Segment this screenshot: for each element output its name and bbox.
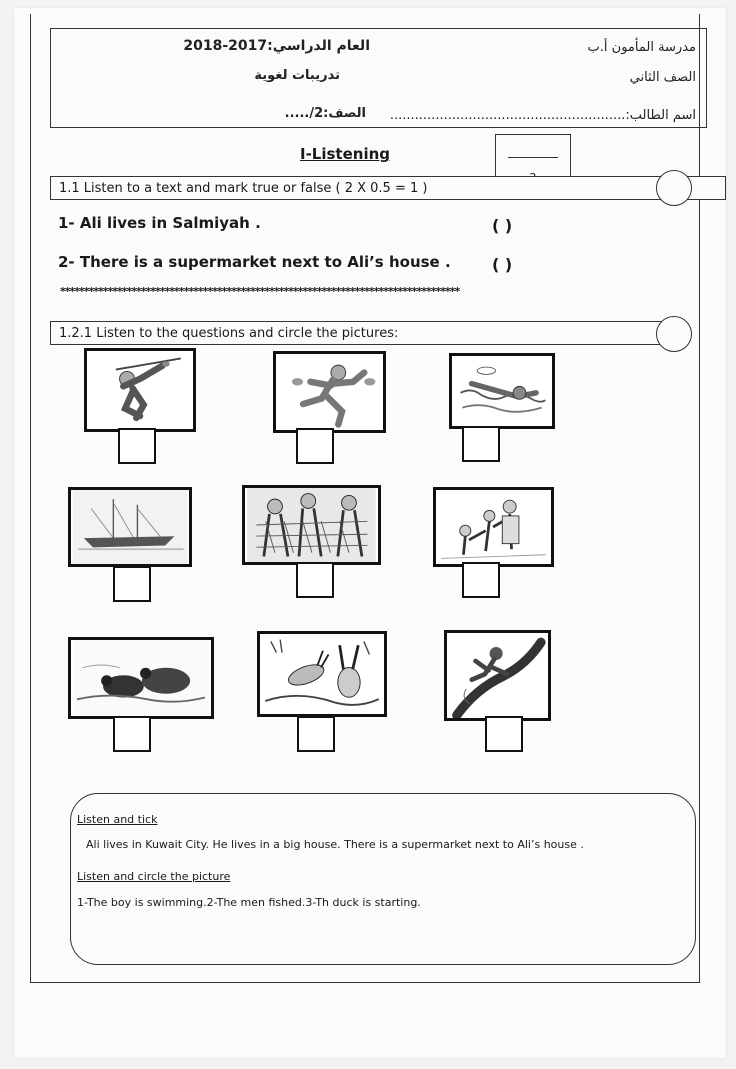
part1-score-circle	[656, 170, 692, 206]
picture-6-children[interactable]	[433, 487, 554, 567]
tick-box-5[interactable]	[296, 562, 334, 598]
picture-3-swimming[interactable]	[449, 353, 555, 429]
rabbits-icon	[260, 634, 384, 714]
script-label-tick: Listen and tick	[77, 813, 158, 826]
tick-box-3[interactable]	[462, 426, 500, 462]
swimming-boy-icon	[452, 356, 552, 426]
answer-slot-1[interactable]: ( )	[492, 216, 513, 235]
academic-year: العام الدراسي:2017-2018	[183, 38, 370, 54]
ducks-icon	[71, 640, 211, 716]
fishermen-net-icon	[245, 488, 378, 562]
tick-box-4[interactable]	[113, 566, 151, 602]
tick-box-8[interactable]	[297, 716, 335, 752]
children-playing-icon	[436, 490, 551, 564]
question-2: 2- There is a supermarket next to Ali’s house .	[58, 253, 451, 271]
subject-title: تدريبات لغوية	[254, 68, 340, 83]
separator-stars: ************************************************************************************	[60, 285, 460, 298]
grade-label: الصف الثاني	[629, 70, 696, 85]
tick-box-6[interactable]	[462, 562, 500, 598]
part2-instruction: 1.2.1 Listen to the questions and circle the pictures:	[59, 326, 399, 341]
tick-box-2[interactable]	[296, 428, 334, 464]
tick-box-1[interactable]	[118, 428, 156, 464]
picture-8-rabbits[interactable]	[257, 631, 387, 717]
climbing-boy-icon	[87, 351, 193, 429]
script-label-circle: Listen and circle the picture	[77, 870, 231, 883]
question-1: 1- Ali lives in Salmiyah .	[58, 214, 261, 232]
picture-7-ducks[interactable]	[68, 637, 214, 719]
picture-9-monkey[interactable]	[444, 630, 551, 721]
student-name-field[interactable]: اسم الطالب:.........................................................	[389, 108, 696, 123]
script-text-circle: 1-The boy is swimming.2-The men fished.3-Th duck is starting.	[77, 896, 421, 909]
picture-4-ship[interactable]	[68, 487, 192, 567]
part2-score-circle	[656, 316, 692, 352]
part1-instruction-bar	[50, 176, 726, 200]
picture-5-fishermen[interactable]	[242, 485, 381, 565]
picture-1-climbing[interactable]	[84, 348, 196, 432]
part2-instruction-bar	[50, 321, 686, 345]
school-name: مدرسة المأمون أ.ب	[587, 40, 696, 55]
running-boy-icon	[276, 354, 383, 430]
part1-instruction: 1.1 Listen to a text and mark true or false ( 2 X 0.5 = 1 )	[59, 181, 428, 196]
answer-slot-2[interactable]: ( )	[492, 255, 513, 274]
section-title: I-Listening	[300, 145, 391, 163]
tick-box-9[interactable]	[485, 716, 523, 752]
score-line	[508, 157, 558, 158]
class-field[interactable]: الصف:2/.....	[284, 106, 366, 121]
monkey-climbing-icon	[447, 633, 548, 718]
tick-box-7[interactable]	[113, 716, 151, 752]
picture-2-running[interactable]	[273, 351, 386, 433]
script-text-tick: Ali lives in Kuwait City. He lives in a big house. There is a supermarket next to Ali’s house .	[86, 838, 584, 851]
sailing-ship-icon	[71, 490, 189, 564]
